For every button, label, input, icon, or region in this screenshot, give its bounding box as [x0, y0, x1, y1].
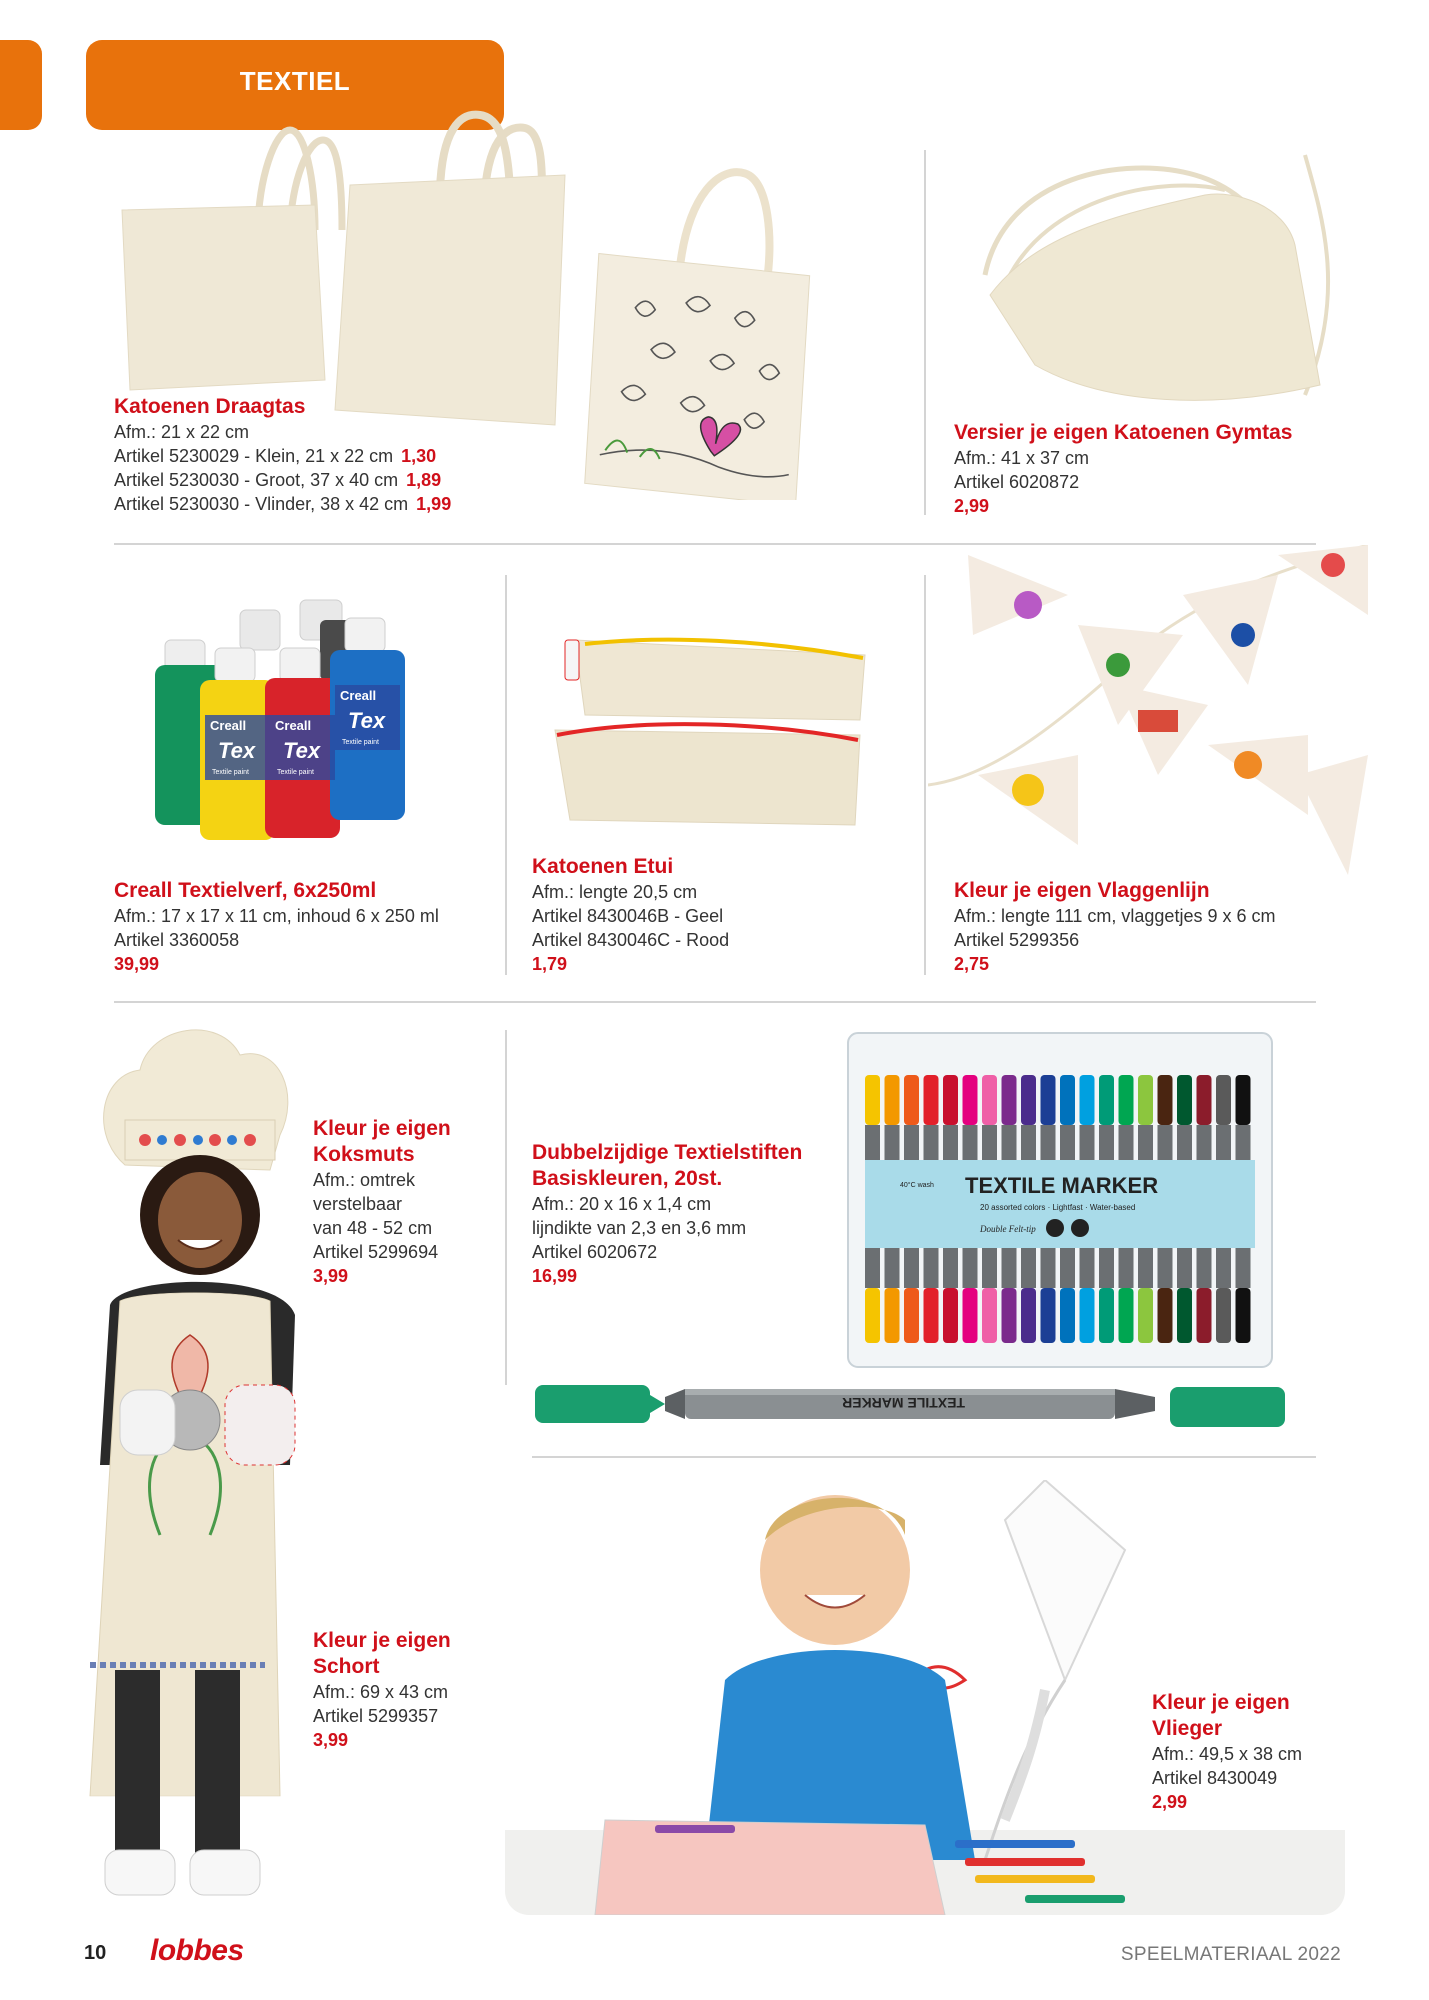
- gymtas-price: 2,99: [954, 496, 990, 516]
- koksmuts-afm: verstelbaar: [313, 1194, 403, 1214]
- marker-body: [943, 1248, 958, 1288]
- marker-body: [1099, 1125, 1114, 1160]
- textile-paint-image: [150, 590, 410, 850]
- vlaggenlijn-article: Artikel 5299356: [954, 930, 1080, 950]
- column-divider: [924, 150, 926, 515]
- marker-body: [1002, 1125, 1017, 1160]
- product-vlaggenlijn: [954, 878, 1275, 976]
- koksmuts-title: Kleur je eigen: [313, 1117, 451, 1140]
- tip-icon: [1046, 1219, 1064, 1237]
- pencil-case-image: [545, 630, 875, 830]
- draagtas-variant: [114, 492, 451, 516]
- marker-body: [1060, 1248, 1075, 1288]
- product-draagtas: [114, 394, 451, 516]
- marker-body: [885, 1125, 900, 1160]
- marker-cap-bottom: [1197, 1288, 1212, 1343]
- marker-body: [1060, 1125, 1075, 1160]
- marker-cap-top: [924, 1075, 939, 1125]
- marker-body: [1216, 1248, 1231, 1288]
- gymtas-afm: Afm.: 41 x 37 cm: [954, 448, 1090, 468]
- marker-cap-bottom: [1177, 1288, 1192, 1343]
- draagtas-title: Katoenen Draagtas: [114, 395, 306, 418]
- product-koksmuts: [313, 1116, 451, 1288]
- product-textielverf: [114, 878, 439, 976]
- marker-cap-bottom: [1236, 1288, 1251, 1343]
- product-etui: [532, 854, 729, 976]
- etui-article: Artikel 8430046C - Rood: [532, 930, 730, 950]
- marker-pack-image: [845, 1030, 1275, 1370]
- marker-body: [1119, 1125, 1134, 1160]
- bottle-brand: Creall: [210, 718, 247, 733]
- bottle-brand: Creall: [275, 718, 312, 733]
- marker-cap-top: [1216, 1075, 1231, 1125]
- marker-cap-bottom: [1138, 1288, 1153, 1343]
- marker-body: [1197, 1248, 1212, 1288]
- marker-body: [1138, 1125, 1153, 1160]
- marker-cap-top: [1002, 1075, 1017, 1125]
- koksmuts-article: Artikel 5299694: [313, 1242, 439, 1262]
- marker-cap-top: [1236, 1075, 1251, 1125]
- marker-cap-bottom: [1119, 1288, 1134, 1343]
- etui-title: Katoenen Etui: [532, 855, 674, 878]
- etui-afm: Afm.: lengte 20,5 cm: [532, 882, 698, 902]
- bottle-sub: Textile paint: [342, 739, 379, 746]
- marker-cap-bottom: [885, 1288, 900, 1343]
- etui-price: 1,79: [532, 954, 568, 974]
- row-divider: [114, 1001, 1316, 1003]
- bottle-name: Tex: [283, 738, 321, 763]
- page-number: 10: [84, 1942, 107, 1964]
- stiften-title: Basiskleuren, 20st.: [532, 1167, 723, 1190]
- marker-body: [1080, 1248, 1095, 1288]
- marker-body: [1099, 1248, 1114, 1288]
- marker-body: [982, 1248, 997, 1288]
- marker-cap-bottom: [982, 1288, 997, 1343]
- vlaggenlijn-afm: Afm.: lengte 111 cm, vlaggetjes 9 x 6 cm: [954, 906, 1276, 926]
- schort-price: 3,99: [313, 1730, 349, 1750]
- koksmuts-afm: van 48 - 52 cm: [313, 1218, 433, 1238]
- column-divider: [505, 575, 507, 975]
- marker-cap-bottom: [924, 1288, 939, 1343]
- schort-article: Artikel 5299357: [313, 1706, 439, 1726]
- section-title: TEXTIEL: [86, 40, 504, 130]
- marker-body: [963, 1248, 978, 1288]
- vlieger-title: Vlieger: [1152, 1717, 1223, 1740]
- marker-body: [982, 1125, 997, 1160]
- product-gymtas: [954, 420, 1292, 518]
- stiften-afm: Afm.: 20 x 16 x 1,4 cm: [532, 1194, 712, 1214]
- marker-cap-bottom: [1158, 1288, 1173, 1343]
- marker-cap-bottom: [1021, 1288, 1036, 1343]
- marker-body: [904, 1248, 919, 1288]
- marker-body: [904, 1125, 919, 1160]
- koksmuts-afm: Afm.: omtrek: [313, 1170, 416, 1190]
- marker-cap-top: [982, 1075, 997, 1125]
- marker-cap-top: [1119, 1075, 1134, 1125]
- marker-body: [1177, 1125, 1192, 1160]
- column-divider: [505, 1030, 507, 1385]
- column-divider: [924, 575, 926, 975]
- marker-body: [1041, 1248, 1056, 1288]
- pack-title: TEXTILE MARKER: [965, 1173, 1159, 1198]
- textielverf-afm: Afm.: 17 x 17 x 11 cm, inhoud 6 x 250 ml: [114, 906, 439, 926]
- tip-icon: [1071, 1219, 1089, 1237]
- marker-cap-bottom: [1099, 1288, 1114, 1343]
- draagtas-variant: [114, 468, 451, 492]
- marker-body: [924, 1125, 939, 1160]
- marker-body: [885, 1248, 900, 1288]
- bottle-sub: Textile paint: [277, 769, 314, 776]
- marker-cap-bottom: [865, 1288, 880, 1343]
- marker-cap-top: [1197, 1075, 1212, 1125]
- marker-body: [1021, 1248, 1036, 1288]
- marker-cap-bottom: [1041, 1288, 1056, 1343]
- brand-logo: lobbes: [150, 1934, 244, 1967]
- marker-cap-top: [865, 1075, 880, 1125]
- marker-cap-bottom: [963, 1288, 978, 1343]
- marker-body: [1158, 1125, 1173, 1160]
- schort-title: Schort: [313, 1655, 380, 1678]
- marker-cap-top: [904, 1075, 919, 1125]
- bunting-image: [928, 545, 1368, 875]
- etui-article: Artikel 8430046B - Geel: [532, 906, 724, 926]
- marker-body: [1216, 1125, 1231, 1160]
- bottle-name: Tex: [348, 708, 386, 733]
- variant-text: Artikel 5230029 - Klein, 21 x 22 cm: [114, 446, 394, 466]
- variant-price: 1,89: [406, 470, 442, 490]
- marker-body: [865, 1125, 880, 1160]
- marker-cap-top: [1177, 1075, 1192, 1125]
- marker-print: TEXTILE MARKER: [842, 1395, 965, 1411]
- vlieger-price: 2,99: [1152, 1792, 1188, 1812]
- textielverf-article: Artikel 3360058: [114, 930, 240, 950]
- bottle-name: Tex: [218, 738, 256, 763]
- marker-cap-top: [1080, 1075, 1095, 1125]
- product-schort: [313, 1628, 451, 1752]
- vlieger-title: Kleur je eigen: [1152, 1691, 1290, 1714]
- gymtas-title: Versier je eigen Katoenen Gymtas: [954, 421, 1293, 444]
- marker-body: [1236, 1125, 1251, 1160]
- marker-cap-bottom: [1002, 1288, 1017, 1343]
- marker-cap-bottom: [1060, 1288, 1075, 1343]
- stiften-price: 16,99: [532, 1266, 578, 1286]
- catalog-title: SPEELMATERIAAL 2022: [1120, 1944, 1341, 1965]
- vlaggenlijn-title: Kleur je eigen Vlaggenlijn: [954, 879, 1210, 902]
- marker-body: [1041, 1125, 1056, 1160]
- marker-body: [1197, 1125, 1212, 1160]
- bottle-brand: Creall: [340, 688, 377, 703]
- row-divider: [532, 1456, 1316, 1458]
- draagtas-afm: Afm.: 21 x 22 cm: [114, 422, 250, 442]
- marker-body: [1002, 1248, 1017, 1288]
- marker-body: [1236, 1248, 1251, 1288]
- single-marker-image: [535, 1375, 1295, 1435]
- gymtas-article: Artikel 6020872: [954, 472, 1080, 492]
- marker-body: [1158, 1248, 1173, 1288]
- vlieger-afm: Afm.: 49,5 x 38 cm: [1152, 1744, 1303, 1764]
- marker-cap-top: [1138, 1075, 1153, 1125]
- marker-cap-top: [963, 1075, 978, 1125]
- marker-body: [963, 1125, 978, 1160]
- section-side-tab: [0, 40, 42, 130]
- schort-afm: Afm.: 69 x 43 cm: [313, 1682, 449, 1702]
- stiften-line: lijndikte van 2,3 en 3,6 mm: [532, 1218, 747, 1238]
- marker-cap-top: [1060, 1075, 1075, 1125]
- schort-title: Kleur je eigen: [313, 1629, 451, 1652]
- vlieger-article: Artikel 8430049: [1152, 1768, 1278, 1788]
- variant-text: Artikel 5230030 - Vlinder, 38 x 42 cm: [114, 494, 409, 514]
- marker-body: [1138, 1248, 1153, 1288]
- marker-cap-bottom: [943, 1288, 958, 1343]
- marker-body: [865, 1248, 880, 1288]
- textielverf-price: 39,99: [114, 954, 160, 974]
- gym-bag-image: [965, 135, 1365, 415]
- product-vlieger: [1152, 1690, 1302, 1814]
- product-stiften: [532, 1140, 802, 1288]
- marker-cap-top: [1099, 1075, 1114, 1125]
- marker-cap-top: [1158, 1075, 1173, 1125]
- koksmuts-price: 3,99: [313, 1266, 349, 1286]
- marker-cap-bottom: [1080, 1288, 1095, 1343]
- koksmuts-title: Koksmuts: [313, 1143, 415, 1166]
- variant-text: Artikel 5230030 - Groot, 37 x 40 cm: [114, 470, 399, 490]
- marker-cap-top: [885, 1075, 900, 1125]
- marker-cap-top: [1041, 1075, 1056, 1125]
- variant-price: 1,30: [401, 446, 437, 466]
- marker-cap-bottom: [1216, 1288, 1231, 1343]
- marker-body: [1080, 1125, 1095, 1160]
- marker-cap-top: [1021, 1075, 1036, 1125]
- marker-body: [1021, 1125, 1036, 1160]
- marker-body: [943, 1125, 958, 1160]
- marker-cap-top: [943, 1075, 958, 1125]
- marker-cap-bottom: [904, 1288, 919, 1343]
- marker-body: [1177, 1248, 1192, 1288]
- variant-price: 1,99: [416, 494, 452, 514]
- marker-body: [924, 1248, 939, 1288]
- chef-hat-apron-image: [60, 1015, 310, 1905]
- stiften-article: Artikel 6020672: [532, 1242, 658, 1262]
- pack-wash: 40°C wash: [900, 1182, 934, 1189]
- stiften-title: Dubbelzijdige Textielstiften: [532, 1141, 803, 1164]
- draagtas-variant: [114, 444, 451, 468]
- pack-subtitle: 20 assorted colors · Lightfast · Water-based: [980, 1203, 1136, 1212]
- marker-body: [1119, 1248, 1134, 1288]
- vlaggenlijn-price: 2,75: [954, 954, 990, 974]
- pack-tip: Double Felt-tip: [980, 1224, 1036, 1234]
- bottle-sub: Textile paint: [212, 769, 249, 776]
- textielverf-title: Creall Textielverf, 6x250ml: [114, 879, 377, 902]
